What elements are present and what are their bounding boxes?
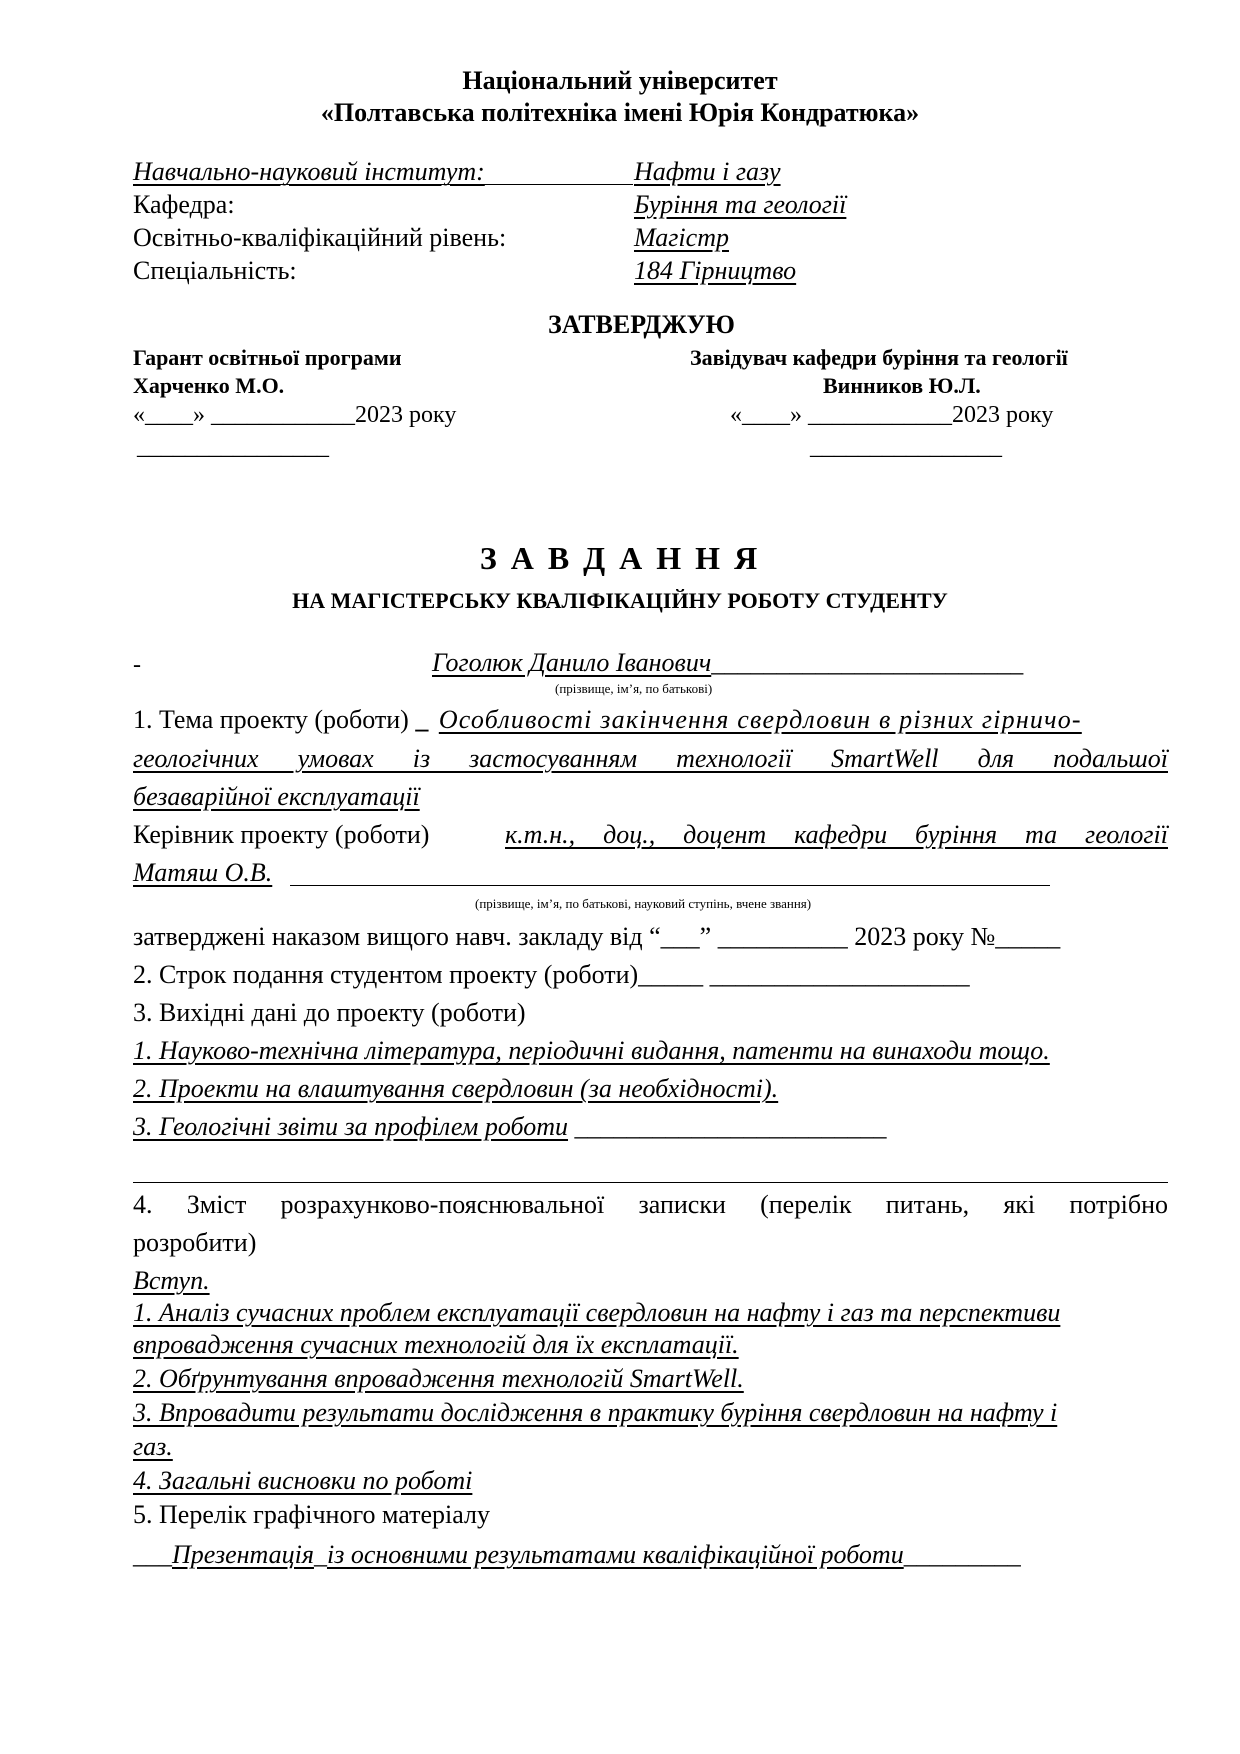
task-subtitle: НА МАГІСТЕРСЬКУ КВАЛІФІКАЦІЙНУ РОБОТУ СТУДЕНТУ [292, 588, 948, 613]
contents-item-4: 4. Загальні висновки по роботі [133, 1466, 473, 1495]
contents-item-3-line1: 3. Впровадити результати дослідження в практику буріння свердловин на нафту і [133, 1398, 1058, 1427]
graphics-trail: _________ [903, 1540, 1021, 1569]
contents-label-line1: 4. Зміст розрахунково-пояснювальної записки (перелік питань, які потрібно [133, 1190, 1168, 1219]
input-data-item-3-trail: ________________________ [574, 1112, 887, 1141]
topic-dash: _ [415, 705, 429, 734]
supervisor-line1: к.т.н., доц., доцент кафедри буріння та геології [505, 820, 1168, 849]
contents-item-3-line2: газ. [133, 1432, 173, 1461]
supervisor-underline [290, 885, 1050, 886]
head-of-department-date-field[interactable]: «____» ____________2023 року [730, 402, 1054, 428]
level-label: Освітньо-кваліфікаційний рівень: [133, 223, 507, 252]
blank-fill-line[interactable] [133, 1182, 1168, 1183]
contents-item-1-line1: 1. Аналіз сучасних проблем експлуатації свердловин на нафту і газ та перспективи [133, 1298, 1061, 1327]
head-of-department-role: Завідувач кафедри буріння та геології [690, 345, 1068, 370]
input-data-item-2: 2. Проекти на влаштування свердловин (за необхідності). [133, 1074, 779, 1103]
graphics-value-b: із основними результатами кваліфікаційної роботи [326, 1540, 904, 1569]
graphics-label: 5. Перелік графічного матеріалу [133, 1500, 490, 1529]
student-dash: - [133, 652, 141, 678]
topic-line3: безаварійної експлуатації [133, 782, 420, 811]
input-data-item-3: 3. Геологічні звіти за профілем роботи [133, 1112, 569, 1141]
input-data-label: 3. Вихідні дані до проекту (роботи) [133, 998, 526, 1027]
guarantor-role: Гарант освітньої програми [133, 345, 402, 370]
graphics-row[interactable] [133, 1540, 1021, 1570]
approval-title: ЗАТВЕРДЖУЮ [548, 310, 735, 339]
graphics-lead: ___ [133, 1540, 172, 1569]
input-data-item-3-row[interactable] [133, 1112, 887, 1142]
institute-underline [133, 184, 633, 185]
department-value: Буріння та геології [634, 190, 847, 219]
student-name-trail: ________________________ [711, 648, 1024, 677]
supervisor-line2: Матяш О.В. [133, 858, 273, 887]
graphics-sep: _ [313, 1540, 327, 1569]
guarantor-date-field[interactable]: «____» ____________2023 року [133, 402, 457, 428]
university-name: Національний університет [462, 66, 778, 95]
contents-intro: Вступ. [133, 1266, 210, 1295]
topic-line2: геологічних умовах із застосуванням технології SmartWell для подальшої [133, 744, 1168, 773]
head-of-department-signature-field[interactable]: ________________ [810, 434, 1002, 460]
order-line-field[interactable]: затверджені наказом вищого навч. закладу від “___” __________ 2023 року №_____ [133, 922, 1061, 951]
contents-label-line2: розробити) [133, 1228, 257, 1257]
graphics-value-a: Презентація [172, 1540, 314, 1569]
topic-label: 1. Тема проекту (роботи) [133, 705, 409, 734]
contents-item-2: 2. Обґрунтування впровадження технологій SmartWell. [133, 1364, 744, 1393]
supervisor-label: Керівник проекту (роботи) [133, 820, 430, 849]
institute-value: Нафти і газу [634, 157, 781, 186]
student-caption: (прізвище, ім’я, по батькові) [555, 681, 713, 696]
topic-line1: Особливості закінчення свердловин в різних гірничо- [438, 705, 1082, 734]
level-value: Магістр [634, 223, 729, 252]
student-name-field[interactable] [432, 648, 1023, 678]
task-title: З А В Д А Н Н Я [479, 540, 761, 576]
deadline-field[interactable]: 2. Строк подання студентом проекту (роботи)_____ ____________________ [133, 960, 970, 989]
specialty-label: Спеціальність: [133, 256, 297, 285]
student-name: Гоголюк Данило Іванович [432, 648, 712, 677]
specialty-value: 184 Гірництво [634, 256, 797, 285]
supervisor-caption: (прізвище, ім’я, по батькові, науковий ступінь, вчене звання) [475, 896, 812, 911]
topic-row [133, 705, 1168, 735]
department-label: Кафедра: [133, 190, 235, 219]
institute-label: Навчально-науковий інститут: [133, 157, 485, 186]
input-data-item-1: 1. Науково-технічна література, періодичні видання, патенти на винаходи тощо. [133, 1036, 1050, 1065]
university-full-name: «Полтавська політехніка імені Юрія Кондратюка» [320, 98, 920, 127]
head-of-department-name: Винников Ю.Л. [823, 373, 981, 398]
contents-item-1-line2: впровадження сучасних технологій для їх експлатації. [133, 1330, 739, 1359]
guarantor-name: Харченко М.О. [133, 373, 285, 398]
guarantor-signature-field[interactable]: ________________ [137, 434, 329, 460]
